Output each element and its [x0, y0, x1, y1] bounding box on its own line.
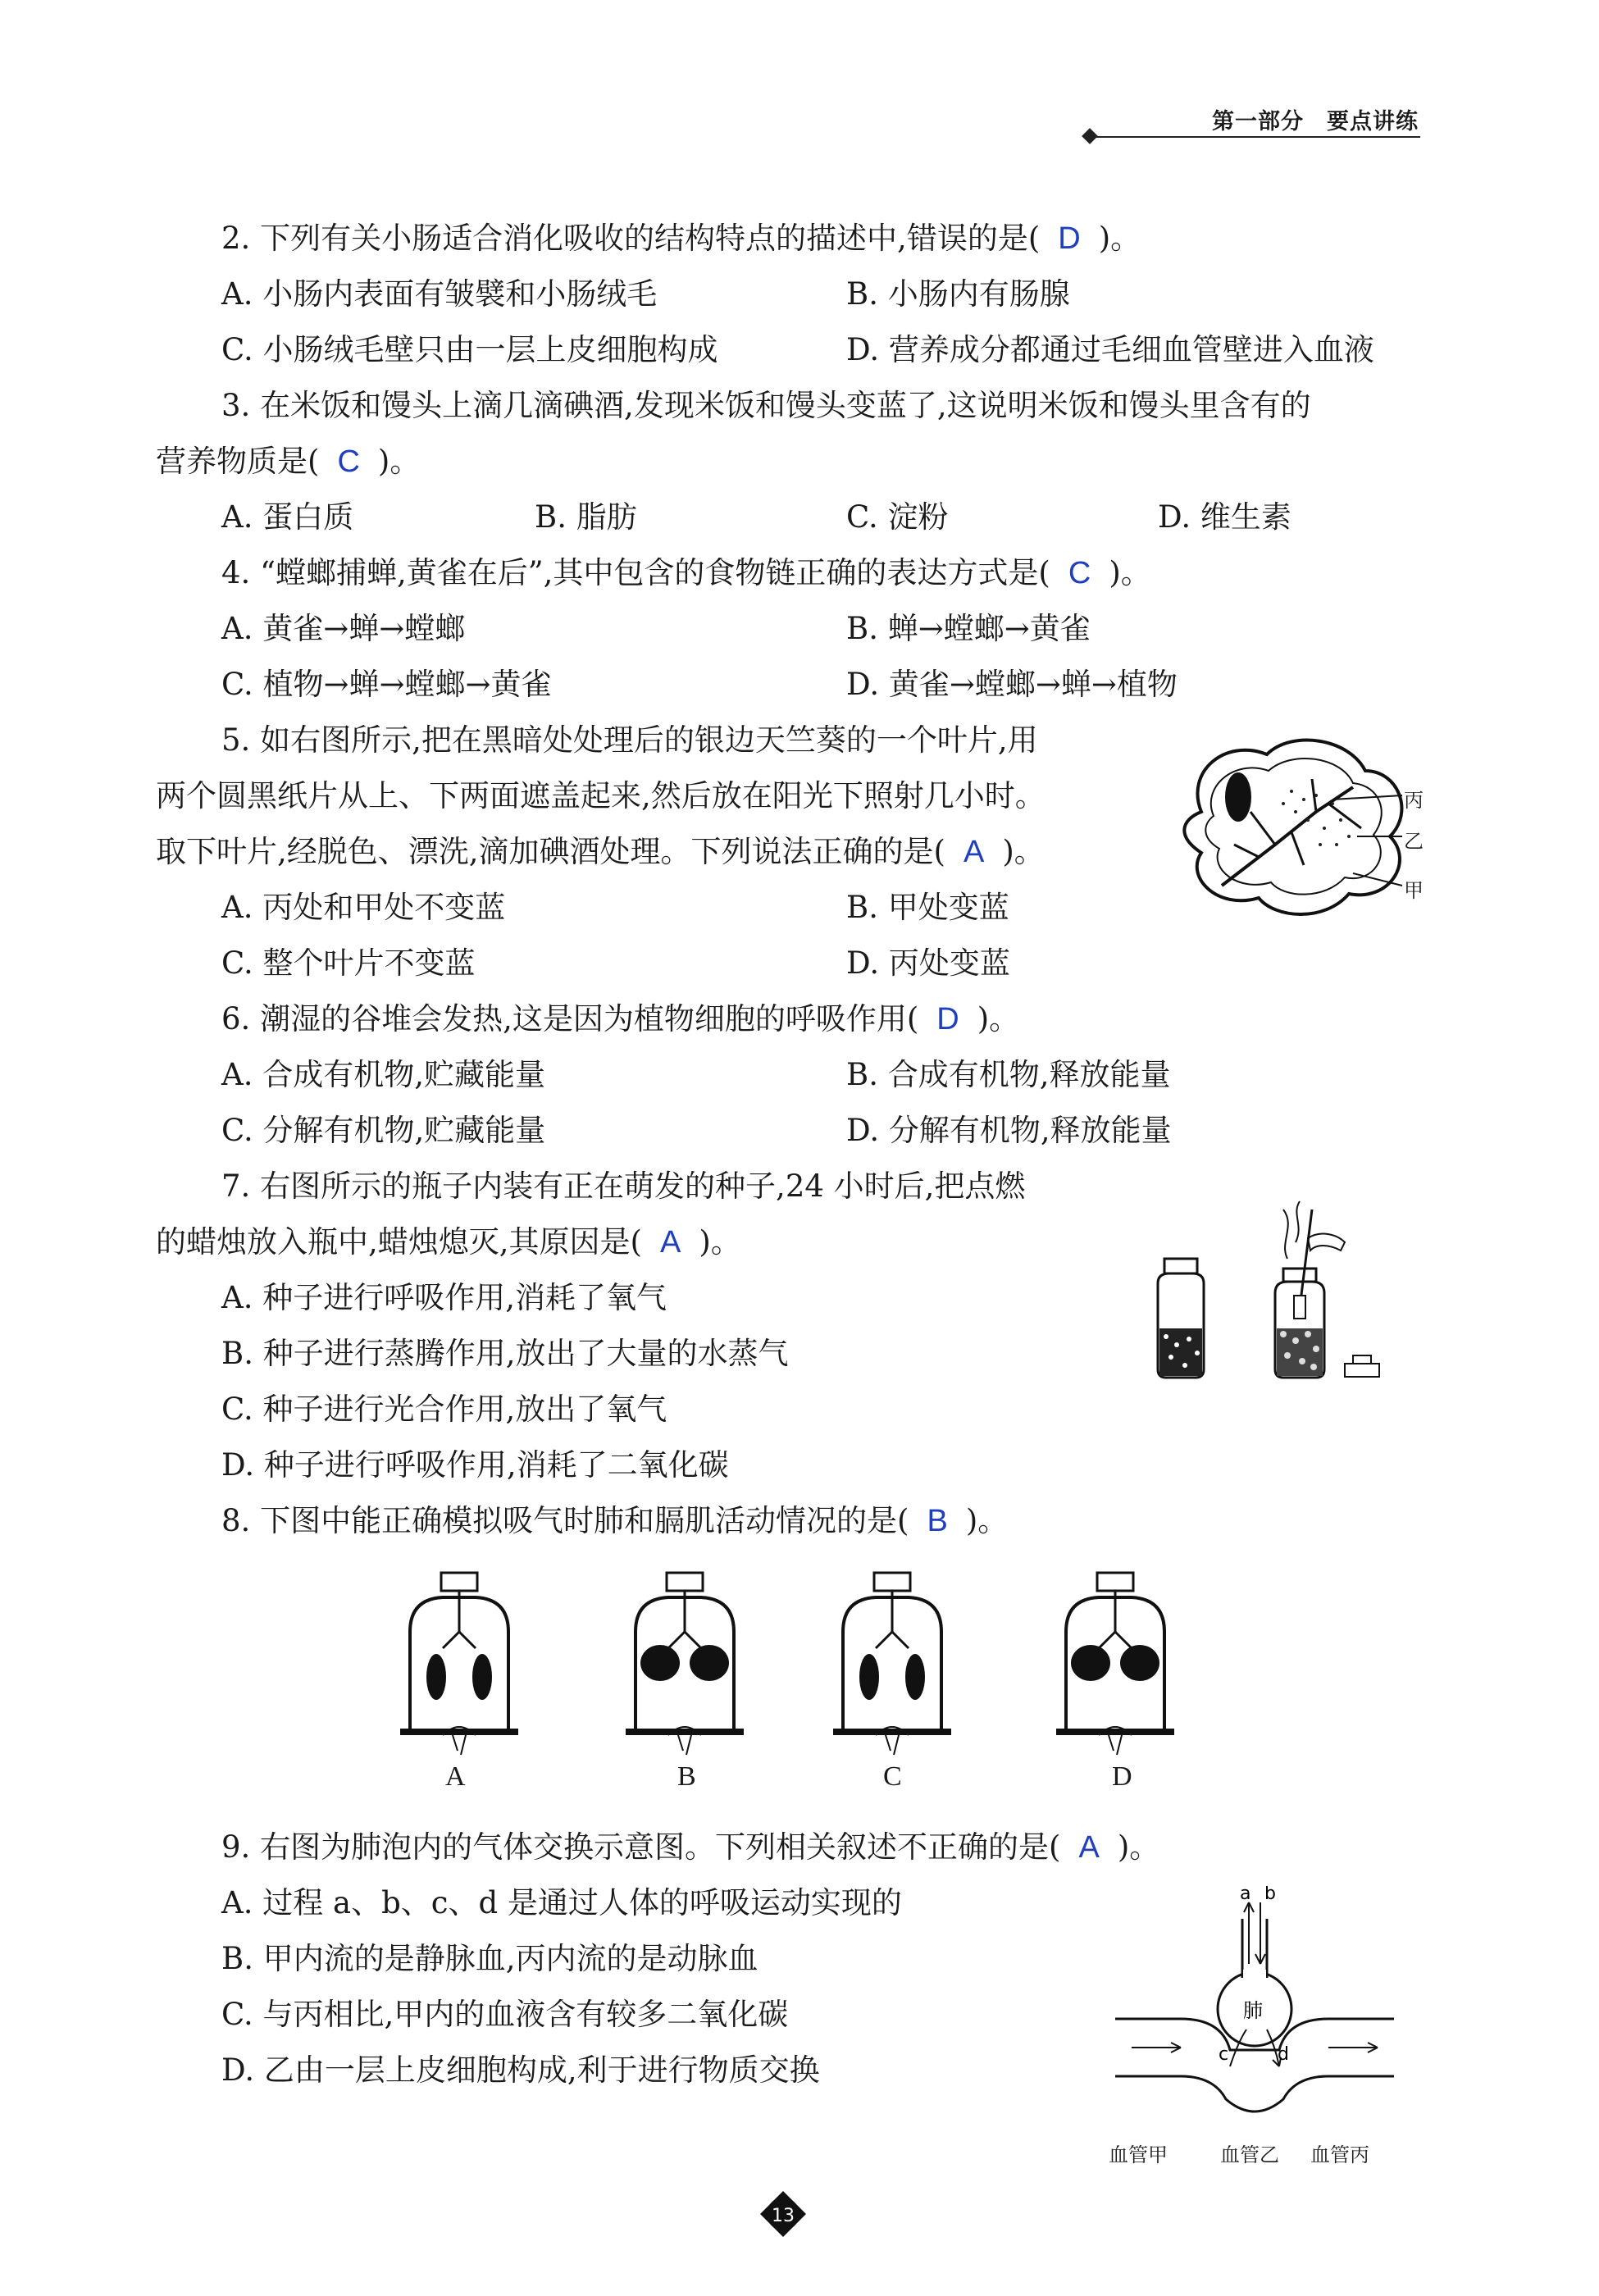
page-number: 13 [772, 2206, 795, 2226]
q2-option-c: C. 小肠绒毛壁只由一层上皮细胞构成 [221, 332, 718, 367]
alveolus-figure [1115, 1886, 1394, 2124]
jar-label-b: B [677, 1761, 696, 1792]
q5-stem-line3: 取下叶片,经脱色、漂洗,滴加碘酒处理。下列说法正确的是( A )。 [156, 834, 1045, 869]
q6-answer: D [936, 1002, 959, 1036]
q5-option-c: C. 整个叶片不变蓝 [221, 945, 476, 981]
q6-stem-line: 6. 潮湿的谷堆会发热,这是因为植物细胞的呼吸作用( D )。 [221, 1001, 1020, 1036]
q7-stem-line2: 的蜡烛放入瓶中,蜡烛熄灭,其原因是( A )。 [156, 1224, 741, 1260]
q7-stem-line1: 7. 右图所示的瓶子内装有正在萌发的种子,24 小时后,把点燃 [221, 1168, 1026, 1204]
vessel-label-bing: 血管丙 [1310, 2143, 1369, 2166]
q8-answer: B [927, 1504, 948, 1538]
q6-option-a: A. 合成有机物,贮藏能量 [221, 1057, 546, 1092]
q9-option-d: D. 乙由一层上皮细胞构成,利于进行物质交换 [221, 2052, 820, 2088]
q9-answer: A [1078, 1830, 1100, 1865]
q4-answer: C [1068, 556, 1091, 590]
q4-option-a: A. 黄雀→蝉→螳螂 [221, 611, 466, 646]
q4-option-b: B. 蝉→螳螂→黄雀 [846, 611, 1091, 646]
fig-label-b: b [1264, 1886, 1276, 1904]
fig-label-d: d [1278, 2044, 1289, 2065]
q5-option-b: B. 甲处变蓝 [846, 890, 1009, 925]
q3-option-c: C. 淀粉 [846, 499, 949, 535]
q5-option-d: D. 丙处变蓝 [846, 945, 1010, 981]
jar-label-d: D [1112, 1761, 1132, 1792]
q9-option-c: C. 与丙相比,甲内的血液含有较多二氧化碳 [221, 1997, 789, 2032]
bottles-figure [1140, 1193, 1410, 1390]
q7-option-c: C. 种子进行光合作用,放出了氧气 [221, 1392, 667, 1427]
q5-stem-line2: 两个圆黑纸片从上、下两面遮盖起来,然后放在阳光下照射几小时。 [156, 778, 1046, 813]
q5-stem-line1: 5. 如右图所示,把在黑暗处处理后的银边天竺葵的一个叶片,用 [221, 722, 1038, 758]
q5-answer: A [963, 835, 985, 869]
leaf-label-jia: 甲 [1404, 879, 1424, 902]
q2-answer: D [1058, 221, 1081, 256]
q3-stem-line1: 3. 在米饭和馒头上滴几滴碘酒,发现米饭和馒头变蓝了,这说明米饭和馒头里含有的 [221, 388, 1311, 423]
q2-option-d: D. 营养成分都通过毛细血管壁进入血液 [846, 332, 1374, 367]
q7-option-b: B. 种子进行蒸腾作用,放出了大量的水蒸气 [221, 1336, 789, 1371]
q9-stem-line: 9. 右图为肺泡内的气体交换示意图。下列相关叙述不正确的是( A )。 [221, 1829, 1160, 1865]
fig-label-a: a [1240, 1886, 1251, 1904]
fig-label-lung: 肺 [1243, 1999, 1263, 2022]
q9-option-b: B. 甲内流的是静脉血,丙内流的是动脉血 [221, 1941, 758, 1976]
q7-option-d: D. 种子进行呼吸作用,消耗了二氧化碳 [221, 1447, 729, 1483]
leaf-label-bing: 丙 [1404, 789, 1424, 812]
q4-stem-line: 4. “螳螂捕蝉,黄雀在后”,其中包含的食物链正确的表达方式是( C )。 [221, 555, 1151, 590]
bell-jar-figures [394, 1566, 1230, 1771]
q4-option-d: D. 黄雀→螳螂→蝉→植物 [846, 667, 1178, 702]
q3-option-d: D. 维生素 [1158, 499, 1292, 535]
jar-label-a: A [445, 1761, 466, 1792]
vessel-label-jia: 血管甲 [1109, 2143, 1168, 2166]
q3-option-b: B. 脂肪 [535, 499, 637, 535]
q3-stem-line2: 营养物质是( C )。 [156, 444, 421, 479]
q4-option-c: C. 植物→蝉→螳螂→黄雀 [221, 667, 552, 702]
q3-answer: C [337, 444, 360, 479]
page-number-badge [758, 2189, 808, 2239]
fig-label-c: c [1219, 2044, 1229, 2065]
q6-option-b: B. 合成有机物,释放能量 [846, 1057, 1171, 1092]
q6-option-d: D. 分解有机物,释放能量 [846, 1113, 1172, 1148]
page-section-title: 第一部分 要点讲练 [1212, 109, 1419, 134]
header-rule [1091, 136, 1420, 138]
vessel-label-yi: 血管乙 [1220, 2143, 1279, 2166]
q2-stem-line: 2. 下列有关小肠适合消化吸收的结构特点的描述中,错误的是( D )。 [221, 221, 1141, 256]
q9-option-a: A. 过程 a、b、c、d 是通过人体的呼吸运动实现的 [221, 1885, 902, 1920]
jar-label-c: C [883, 1761, 902, 1792]
q5-option-a: A. 丙处和甲处不变蓝 [221, 890, 506, 925]
q6-option-c: C. 分解有机物,贮藏能量 [221, 1113, 546, 1148]
q2-option-b: B. 小肠内有肠腺 [846, 276, 1070, 312]
q7-answer: A [659, 1225, 681, 1260]
q7-option-a: A. 种子进行呼吸作用,消耗了氧气 [221, 1280, 667, 1315]
leaf-figure [1168, 722, 1431, 927]
q8-stem-line: 8. 下图中能正确模拟吸气时肺和膈肌活动情况的是( B )。 [221, 1503, 1009, 1538]
q2-option-a: A. 小肠内表面有皱襞和小肠绒毛 [221, 276, 658, 312]
leaf-label-yi: 乙 [1404, 830, 1424, 853]
q3-option-a: A. 蛋白质 [221, 499, 354, 535]
